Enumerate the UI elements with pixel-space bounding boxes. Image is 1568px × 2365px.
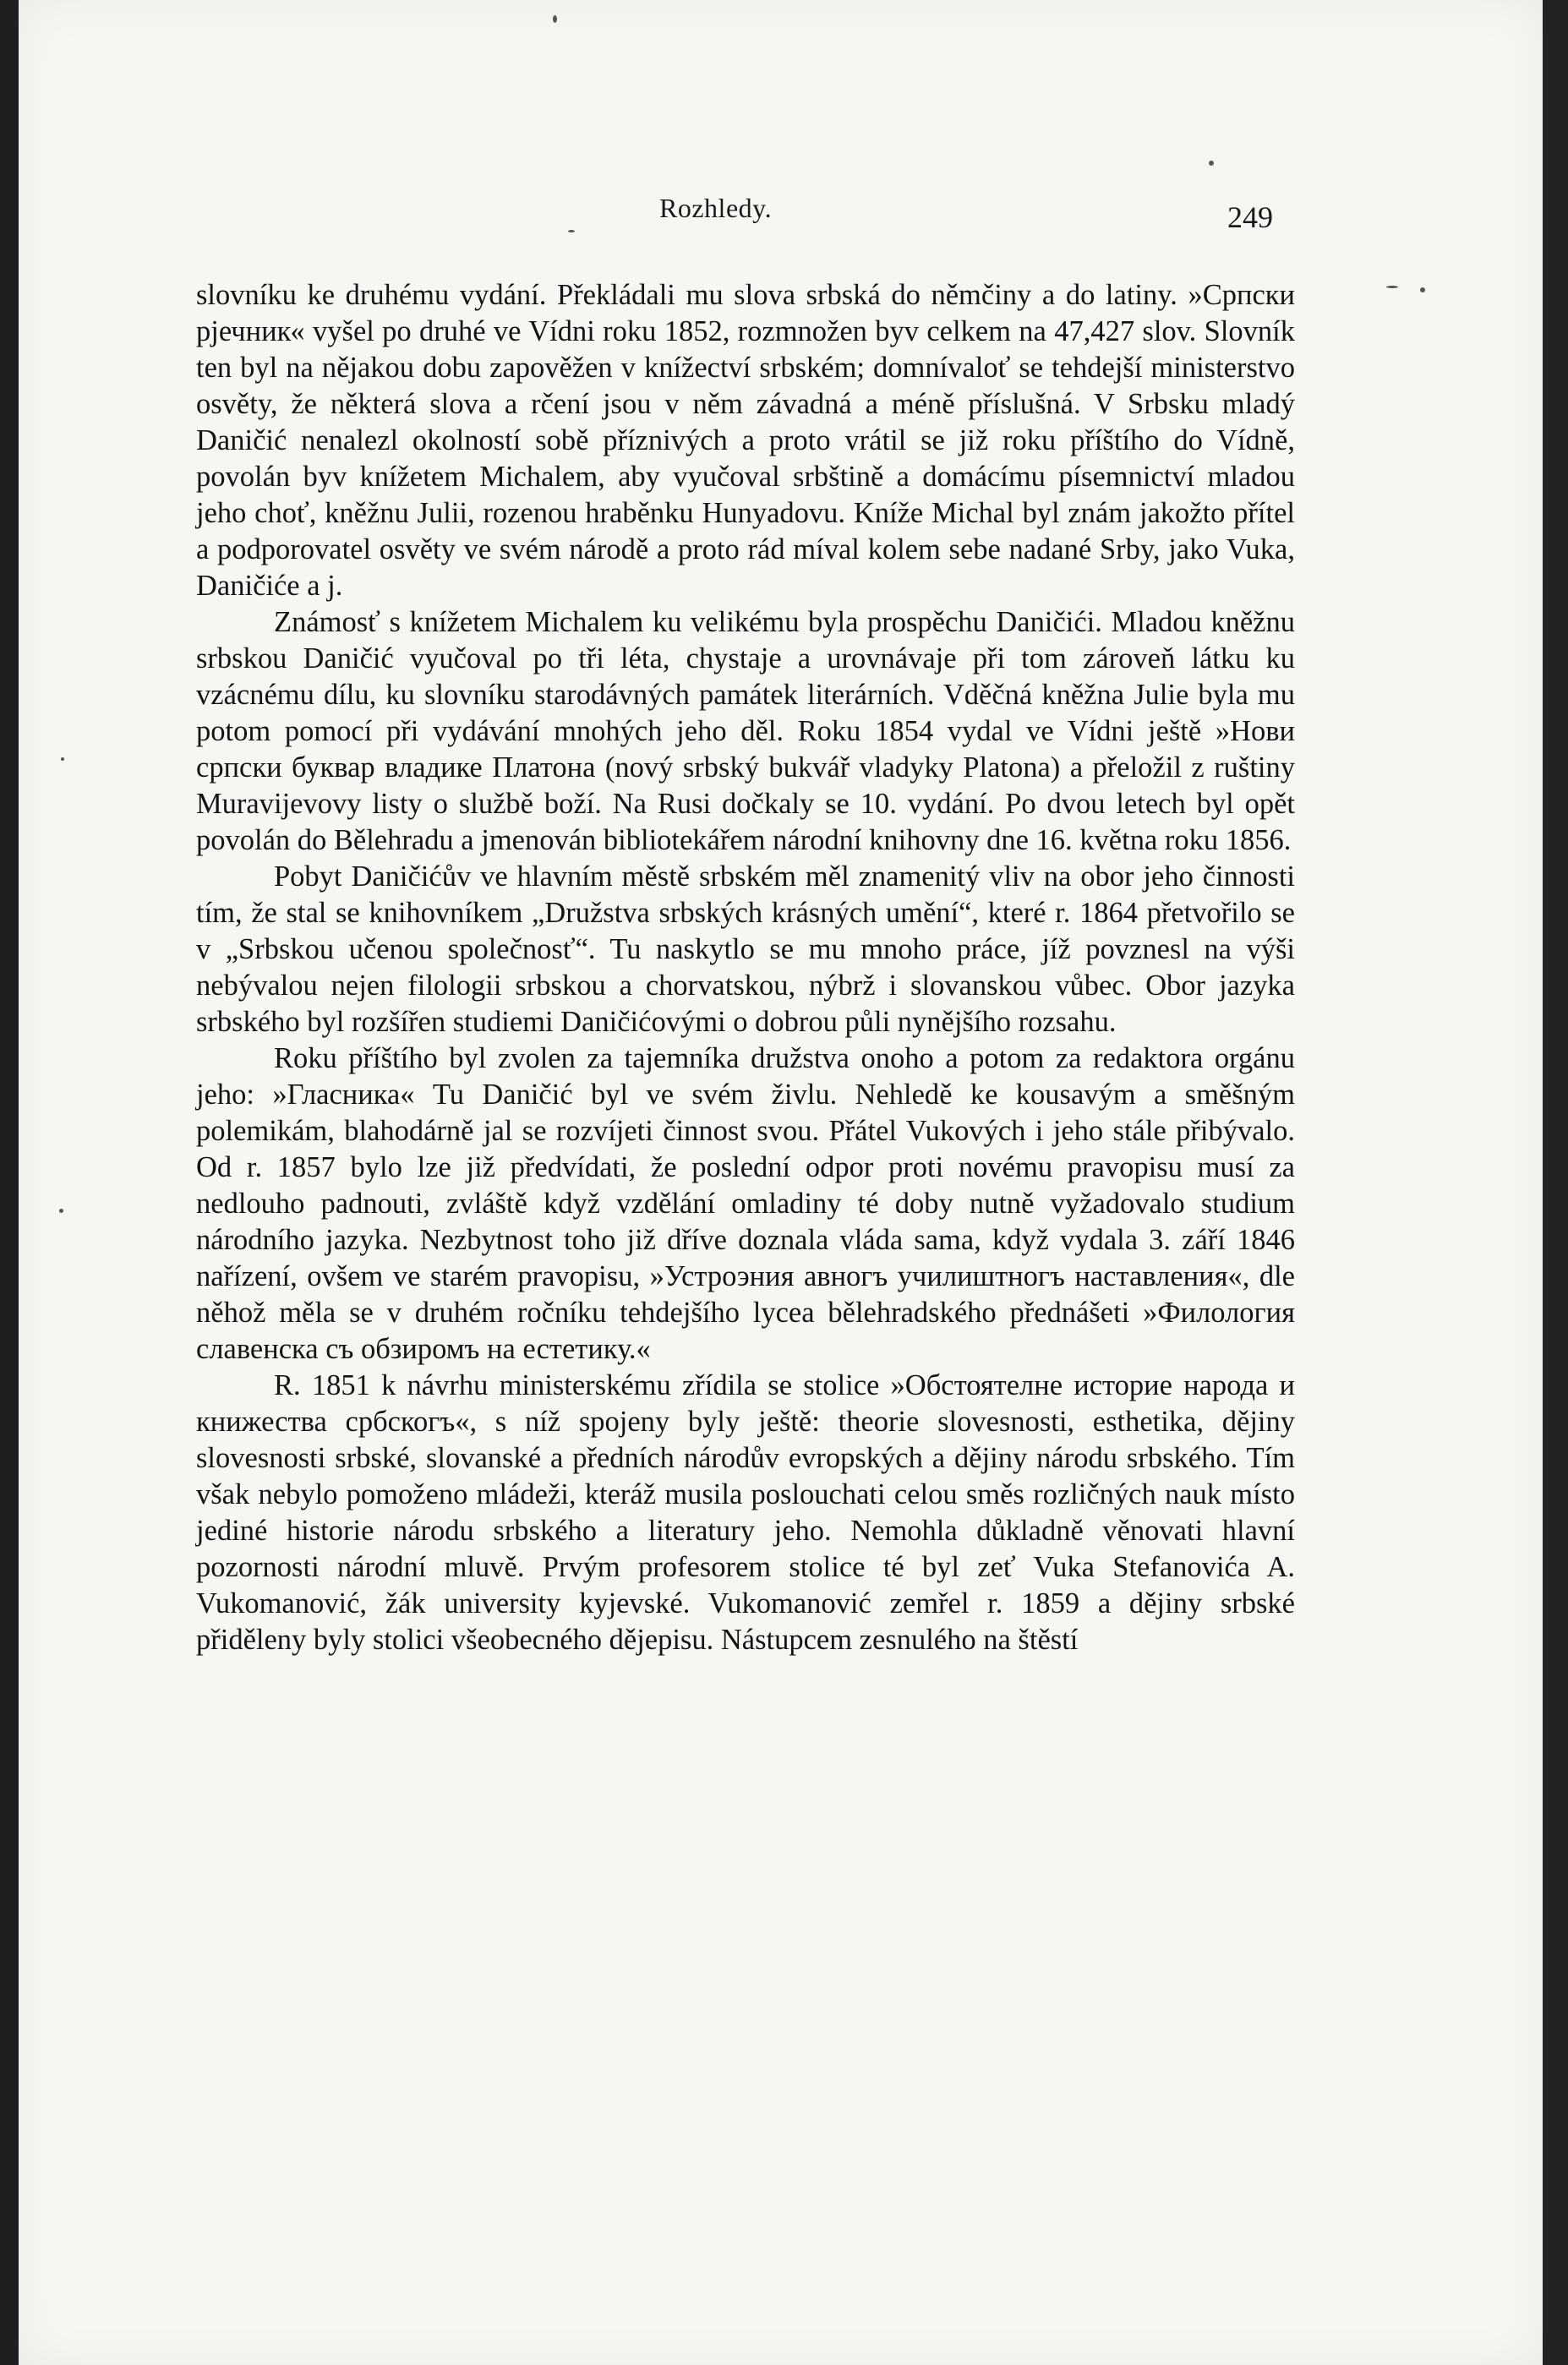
print-speck	[553, 15, 557, 23]
paragraph-1: slovníku ke druhému vydání. Překládali mu slova srbská do němčiny a do latiny. »Српски рјечник« vyšel po druhé ve Vídni roku 1852, rozmnožen byv celkem na 47,427 slov. Slovník ten byl na nějakou dobu zapověžen v knížectví srbském; domnívaloť se tehdejší ministerstvo osvěty, že některá slova a rčení jsou v něm závadná a méně příslušná. V Srbsku mladý Daničić nenalezl okolností sobě příznivých a proto vrátil se již roku příštího do Vídně, povolán byv knížetem Michalem, aby vyučoval srbštině a domácímu písemnictví mladou jeho choť, kněžnu Julii, rozenou hraběnku Hunyadovu. Kníže Michal byl znám jakožto přítel a podporovatel osvěty ve svém národě a proto rád míval kolem sebe nadané Srby, jako Vuka, Daničiće a j.	[196, 279, 1295, 602]
print-speck	[1209, 161, 1214, 166]
paragraph-5: R. 1851 k návrhu ministerskému zřídila se stolice »Обстоятелне историе народа и книжества србскогъ«, s níž spojeny byly ještě: theorie slovesnosti, esthetika, dějiny slovesnosti srbské, slovanské a předních národův evropských a dějiny národu srbského. Tím však nebylo pomoženo mládeži, kteráž musila poslouchati celou směs rozličných nauk místo jediné historie národu srbského a literatury jeho. Nemohla důkladně věnovati hlavní pozornosti národní mluvě. Prvým profesorem stolice té byl zeť Vuka Stefanovića A. Vukomanović, žák university kyjevské. Vukomanović zemřel r. 1859 a dějiny srbské přiděleny byly stolici všeobecného dějepisu. Nástupcem zesnulého na štěstí	[196, 1369, 1295, 1656]
paragraph-4: Roku příštího byl zvolen za tajemníka družstva onoho a potom za redaktora orgánu jeho: »Гласника« Tu Daničić byl ve svém živlu. Nehledě ke kousavým a směšným polemikám, blahodárně jal se rozvíjeti činnost svou. Přátel Vukových i jeho stále přibývalo. Od r. 1857 bylo lze již předvídati, že poslední odpor proti novému pravopisu musí za nedlouho padnouti, zvláště když vzdělání omladiny té doby nutně vyžadovalo studium národního jazyka. Nezbytnost toho již dříve doznala vláda sama, když vydala 3. září 1846 nařízení, ovšem ve starém pravopisu, »Устроэния авногъ училиштногъ наставления«, dle něhož měla se v druhém ročníku tehdejšího lycea bělehradského přednášeti »Филология славенска съ обзиромъ на естетику.«	[196, 1042, 1295, 1365]
scan-edge-right	[1543, 0, 1568, 2365]
paragraph-2: Známosť s knížetem Michalem ku velikému byla prospěchu Daničići. Mladou kněžnu srbskou Daničić vyučoval po tři léta, chystaje a urovnávaje při tom zároveň látku ku vzácnému dílu, ku slovníku starodávných památek literárních. Vděčná kněžna Julie byla mu potom pomocí při vydávání mnohých jeho děl. Roku 1854 vydal ve Vídni ještě »Нови српски буквар владике Платона (nový srbský bukvář vladyky Platona) a přeložil z ruštiny Muravijevovy listy o službě boží. Na Rusi dočkaly se 10. vydání. Po dvou letech byl opět povolán do Bělehradu a jmenován bibliotekářem národní knihovny dne 16. května roku 1856.	[196, 606, 1295, 856]
book-page	[19, 0, 1543, 2365]
paragraph-3: Pobyt Daničićův ve hlavním městě srbském měl znamenitý vliv na obor jeho činnosti tím, že stal se knihovníkem „Družstva srbských krásných umění“, které r. 1864 přetvořilo se v „Srbskou učenou společnosť“. Tu naskytlo se mu mnoho práce, jíž povznesl na výši nebývalou nejen filologii srbskou a chorvatskou, nýbrž i slovanskou vůbec. Obor jazyka srbského byl rozšířen studiemi Daničićovými o dobrou půli nynějšího rozsahu.	[196, 860, 1295, 1038]
page-number: 249	[1227, 200, 1273, 234]
print-speck	[59, 1209, 63, 1213]
print-speck	[61, 757, 64, 761]
body-text	[196, 277, 1295, 1658]
running-title: Rozhledy.	[659, 193, 773, 223]
running-head	[19, 193, 1543, 235]
print-speck	[1386, 286, 1398, 288]
print-speck	[1420, 287, 1425, 292]
scan-edge-left	[0, 0, 19, 2365]
